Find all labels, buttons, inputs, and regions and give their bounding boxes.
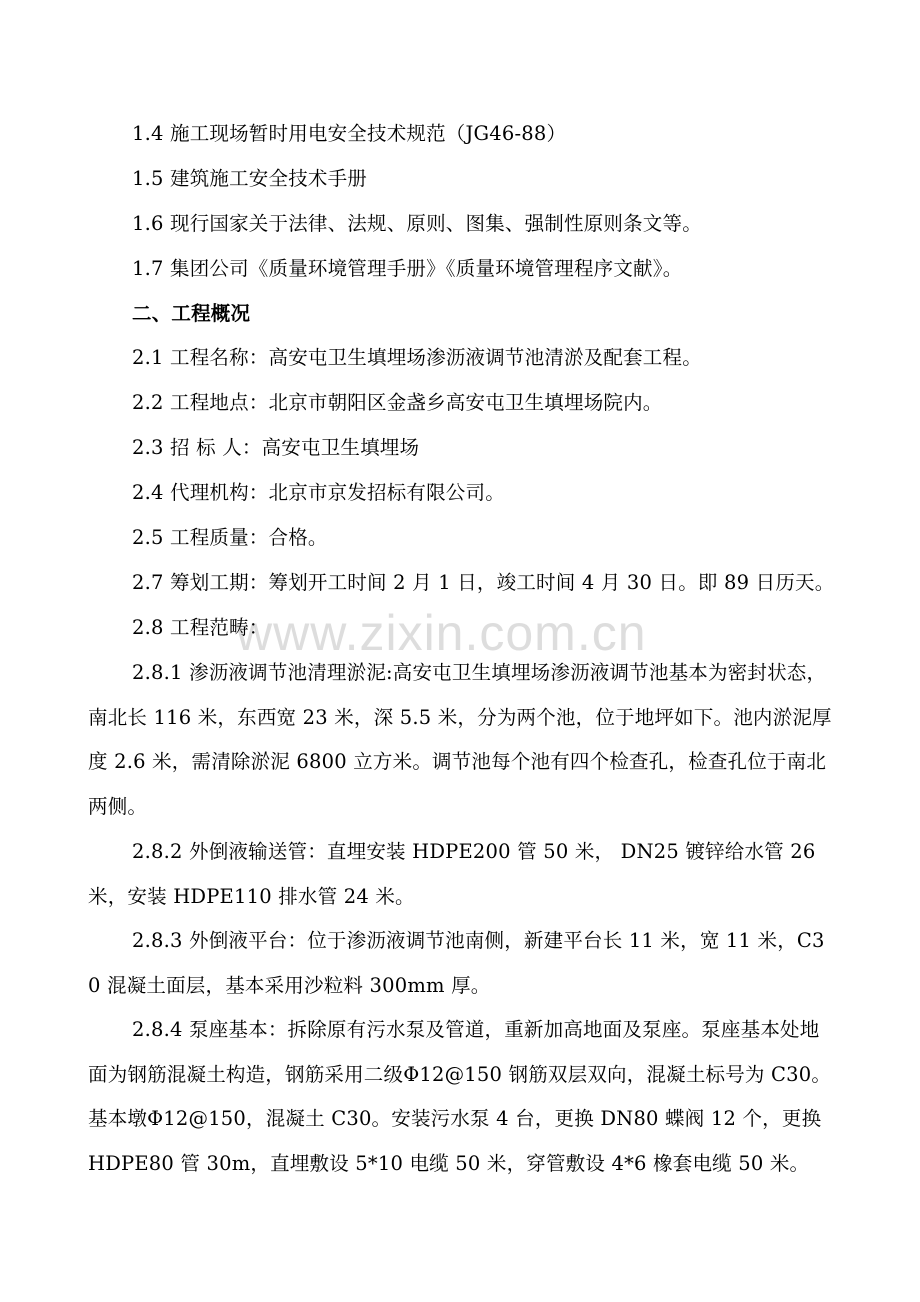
para-2-1: 2.1 工程名称：高安屯卫生填埋场渗沥液调节池清淤及配套工程。 (132, 346, 702, 369)
para-2-7: 2.7 筹划工期：筹划开工时间 2 月 1 日，竣工时间 4 月 30 日。即 89 日历天。 (132, 571, 835, 594)
para-2-8: 2.8 工程范畴： (132, 616, 269, 639)
para-2-8-4: 2.8.4 泵座基本：拆除原有污水泵及管道，重新加高地面及泵座。泵座基本处地面为钢筋混凝土构造，钢筋采用二级Φ12@150 钢筋双层双向，混凝土标号为 C30。基本墩Φ12@150，混凝土 C30。安装污水泵 4 台，更换 DN80 蝶阀 12 个，更换 HDPE80 管 30m，直埋敷设 5*10 电缆 50 米，穿管敷设 4*6 橡套电缆 50 米。 (88, 1018, 832, 1175)
para-1-5: 1.5 建筑施工安全技术手册 (132, 167, 368, 190)
para-2-8-1: 2.8.1 渗沥液调节池清理淤泥:高安屯卫生填埋场渗沥液调节池基本为密封状态，南北长 116 米，东西宽 23 米，深 5.5 米，分为两个池，位于地坪如下。池内淤泥厚度 2.6 米，需清除淤泥 6800 立方米。调节池每个池有四个检查孔，检查孔位于南北两侧。 (88, 661, 832, 818)
para-2-4: 2.4 代理机构：北京市京发招标有限公司。 (132, 481, 505, 504)
para-2-5: 2.5 工程质量：合格。 (132, 526, 328, 549)
section-heading-project-overview: 二、工程概况 (132, 302, 251, 325)
para-2-2: 2.2 工程地点：北京市朝阳区金盏乡高安屯卫生填埋场院内。 (132, 391, 663, 414)
para-2-3: 2.3 招 标 人：高安屯卫生填埋场 (132, 436, 420, 459)
para-2-8-3: 2.8.3 外倒液平台：位于渗沥液调节池南侧，新建平台长 11 米，宽 11 米，C30 混凝土面层，基本采用沙粒料 300mm 厚。 (88, 929, 825, 997)
para-1-7: 1.7 集团公司《质量环境管理手册》《质量环境管理程序文献》。 (132, 257, 683, 280)
para-1-6: 1.6 现行国家关于法律、法规、原则、图集、强制性原则条文等。 (132, 212, 702, 235)
para-1-4: 1.4 施工现场暂时用电安全技术规范（JG46-88） (132, 122, 567, 145)
para-2-8-2: 2.8.2 外倒液输送管：直埋安装 HDPE200 管 50 米， DN25 镀锌给水管 26 米，安装 HDPE110 排水管 24 米。 (88, 840, 816, 908)
watermark: www.zixin.com.cn (236, 605, 647, 661)
